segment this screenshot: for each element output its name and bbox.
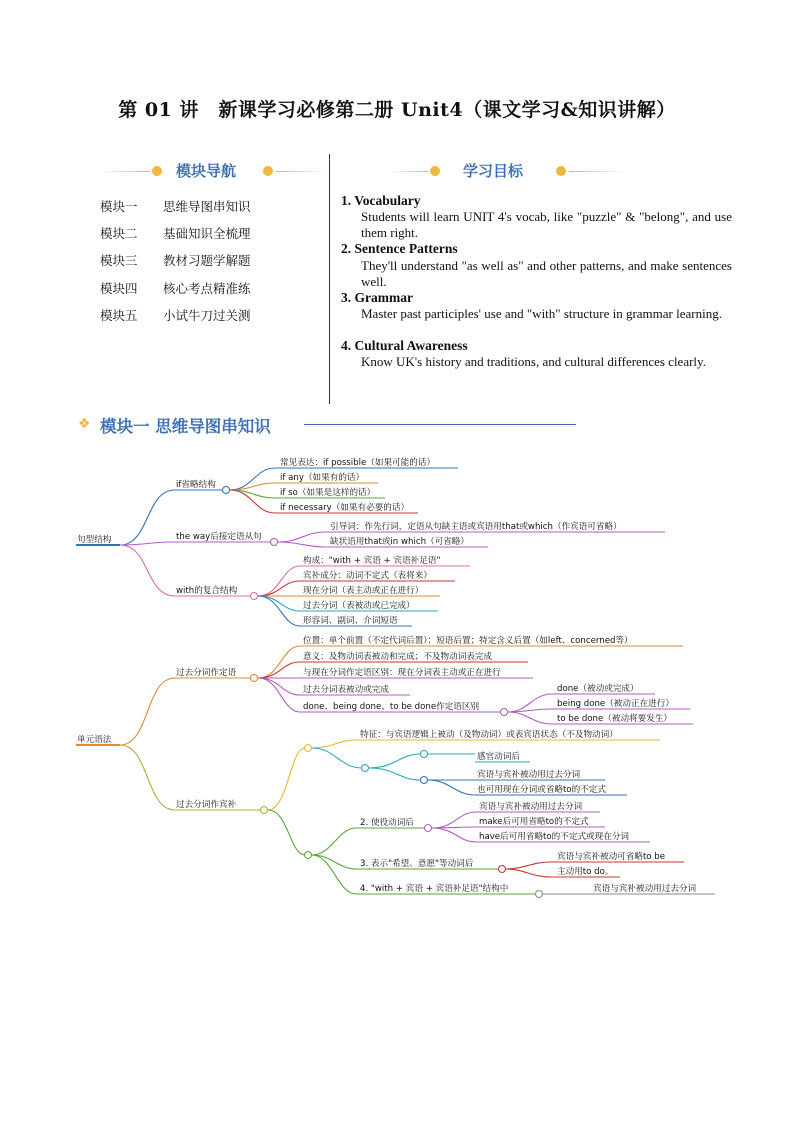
branch-label: 2. 使役动词后 [360,818,414,828]
leaf-label: done（被动或完成） [557,684,639,694]
branch-node [176,666,258,682]
goal-text: They'll understand "as well as" and other patterns, and make sentences well. [361,258,732,289]
leaf-label: 常见表达：if possible（如果可能的话） [280,458,436,468]
leaf-label: 形容词、副词、介词短语 [303,616,398,626]
branch-label: with的复合结构 [176,586,238,596]
page-title: 第 01 讲 新课学习必修第二册 Unit4（课文学习&知识讲解） [118,99,676,121]
leaf-label: 宾语与宾补被动用过去分词 [477,770,581,780]
leaf-label: 构成："with + 宾语 + 宾语补足语" [303,556,441,566]
root-label: 句型结构 [77,535,112,545]
nav-heading: 模块导航 [176,162,237,180]
branch-label: 过去分词作定语 [176,668,237,678]
nav-item-key: 模块三 [100,253,138,268]
leaf-label: 宾语与宾补被动用过去分词 [479,802,583,812]
root-node [76,733,120,745]
leaf-label: make后可用省略to的不定式 [479,817,589,827]
goal-text: Master past participles' use and "with" structure in grammar learning. [361,306,722,321]
nav-item-key: 模块四 [100,281,138,296]
nav-header [100,160,330,182]
dot-icon [152,166,162,176]
branch-node [176,584,258,600]
branch-label: if省略结构 [176,480,216,490]
leaf-label: being done（被动正在进行） [557,699,674,709]
goal-heading: 4. Cultural Awareness [341,338,468,353]
leaf-label: 过去分词表被动或完成 [303,685,389,695]
dot-icon [263,166,273,176]
leaf-label: 意义：及物动词表被动和完成；不及物动词表完成 [303,652,493,662]
leaf-label: 宾语与宾补被动用过去分词 [593,884,697,894]
goals-header [390,160,640,182]
dot-icon [430,166,440,176]
leaf-label: if any（如果有的话） [280,473,365,483]
leaf-label: 现在分词（表主动或正在进行） [303,586,424,596]
goals-heading: 学习目标 [463,162,524,180]
goal-text: Know UK's history and traditions, and cultural differences clearly. [361,354,706,369]
goal-text: Students will learn UNIT 4's vocab, like "puzzle" & "belong", and use them right. [361,209,732,240]
leaf-label: 引导词：作先行词，定语从句缺主语或宾语用that或which（作宾语可省略） [330,522,622,532]
nav-item-label: 教材习题学解题 [163,253,251,268]
nav-item-label: 小试牛刀过关测 [163,308,251,323]
module1-heading: 模块一 思维导图串知识 [100,417,271,436]
branch-label: 感官动词后 [477,752,520,762]
leaf-label: have后可用省略to的不定式或现在分词 [479,832,630,842]
branch-node [176,530,278,546]
leaf-label: 过去分词（表被动或已完成） [303,601,415,611]
nav-item-label: 核心考点精准练 [163,281,251,296]
goal-heading: 1. Vocabulary [341,193,421,208]
leaf-label: 特征：与宾语逻辑上被动（及物动词）或表宾语状态（不及物动词） [360,730,618,740]
dot-icon [556,166,566,176]
branch-node [303,700,508,716]
branch-label: 3. 表示"希望、意愿"等动词后 [360,859,474,869]
leaf-label: 宾补成分：动词不定式（表将来） [303,571,432,581]
goal-heading: 2. Sentence Patterns [341,241,458,256]
branch-label: the way后接定语从句 [176,532,262,542]
goal-heading: 3. Grammar [341,290,413,305]
root-label: 单元语法 [77,735,112,745]
branch-label: 过去分词作宾补 [176,800,237,810]
leaf-label: 宾语与宾补被动可省略to be [557,852,666,862]
leaf-label: if necessary（如果有必要的话） [280,503,410,513]
nav-item-label: 思维导图串知识 [163,199,251,214]
branch-node [176,798,268,814]
root-node [76,533,120,545]
diamond-arrow-icon: ❖ [78,416,91,432]
leaf-label: if so（如果是这样的话） [280,488,376,498]
branch-node [176,478,230,494]
nav-item-key: 模块五 [100,308,138,323]
branch-label: 4. "with + 宾语 + 宾语补足语"结构中 [360,884,509,894]
leaf-label: 也可用现在分词或省略to的不定式 [477,785,606,795]
nav-item-key: 模块一 [100,199,138,214]
leaf-label: 与现在分词作定语区别：现在分词表主动或正在进行 [303,668,501,678]
leaf-label: 主动用to do。 [557,867,614,877]
mind-map [0,450,794,920]
leaf-label: 缺状语用that或in which（可省略） [330,537,469,547]
column-divider [329,154,330,404]
nav-item-key: 模块二 [100,226,138,241]
leaf-label: to be done（被动将要发生） [557,714,673,724]
nav-item-label: 基础知识全梳理 [163,226,251,241]
leaf-label: 位置：单个前置（不定代词后置）；短语后置；特定含义后置（如left、concerned等） [303,636,633,646]
branch-label: done、being done、to be done作定语区别 [303,702,480,712]
